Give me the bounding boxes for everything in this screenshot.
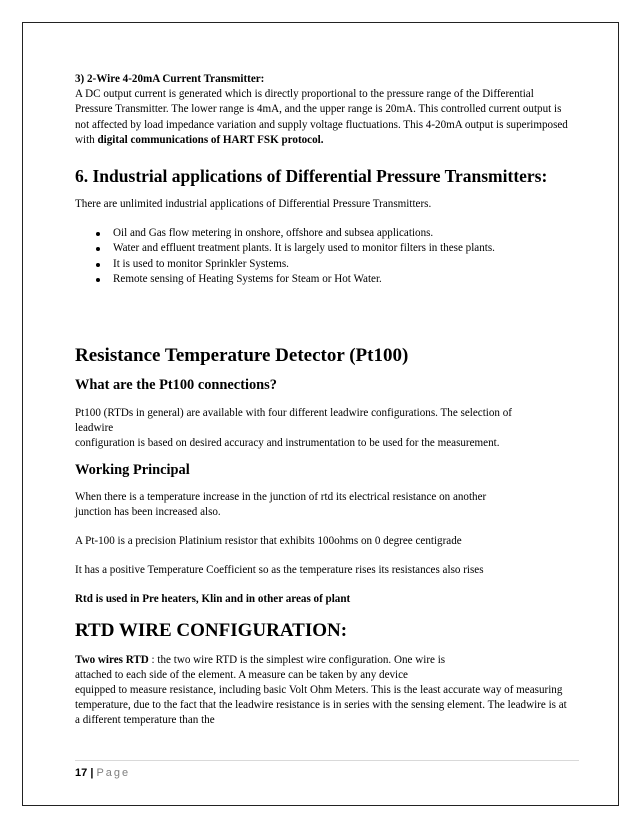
- section-6-intro: There are unlimited industrial applications of Differential Pressure Transmitters.: [75, 198, 432, 211]
- working-line-2: junction has been increased also.: [75, 505, 221, 518]
- section-3-body-bold: digital communications of HART FSK protocol.: [97, 133, 324, 146]
- two-wire-line-3: equipped to measure resistance, including basic Volt Ohm Meters. This is the least accurate way of measuring temperature, due to the fact that the leadwire resistance is in series with the sensing element. The leadwire is at a different temperature than the: [75, 684, 567, 727]
- applications-list: [75, 226, 572, 287]
- connections-line-3: configuration is based on desired accuracy and instrumentation to be used for the measurement.: [75, 437, 500, 450]
- section-6-heading: 6. Industrial applications of Differential Pressure Transmitters:: [75, 166, 548, 187]
- working-heading: Working Principal: [75, 461, 190, 478]
- page-footer: [75, 766, 130, 780]
- coefficient-text: It has a positive Temperature Coefficient so as the temperature rises its resistances also rises: [75, 564, 484, 577]
- page-number: 17: [75, 767, 88, 779]
- connections-line-1: Pt100 (RTDs in general) are available with four different leadwire configurations. The selection of: [75, 407, 512, 420]
- section-3-body: [75, 87, 572, 148]
- section-3-body-text: A DC output current is generated which is directly proportional to the pressure range of the Differential Pressure Transmitter. The lower range is 4mA, and the upper range is 20mA. This controlled current output is not affected by load impedance variation and supply voltage fluctuations. This 4-20mA output is superimposed with: [75, 88, 568, 146]
- page-label: Page: [96, 767, 131, 779]
- pt100-text: A Pt-100 is a precision Platinium resistor that exhibits 100ohms on 0 degree centigrade: [75, 535, 462, 548]
- usage-text: Rtd is used in Pre heaters, Klin and in other areas of plant: [75, 593, 351, 606]
- working-line-1: When there is a temperature increase in the junction of rtd its electrical resistance on another: [75, 490, 487, 503]
- connections-heading: What are the Pt100 connections?: [75, 377, 277, 394]
- two-wire-line-2: attached to each side of the element. A measure can be taken by any device: [75, 668, 408, 681]
- list-item: It is used to monitor Sprinkler Systems.: [113, 257, 572, 272]
- two-wire-text: : the two wire RTD is the simplest wire configuration. One wire is: [148, 653, 446, 666]
- footer-rule: [75, 760, 579, 761]
- two-wire-label: Two wires RTD: [75, 653, 149, 666]
- list-item: Remote sensing of Heating Systems for Steam or Hot Water.: [113, 272, 572, 287]
- page-content: [75, 72, 572, 729]
- section-3-heading: 3) 2-Wire 4-20mA Current Transmitter:: [75, 73, 265, 85]
- connections-line-2: leadwire: [75, 422, 114, 435]
- wire-config-heading: RTD WIRE CONFIGURATION:: [75, 619, 348, 641]
- list-item: Oil and Gas flow metering in onshore, offshore and subsea applications.: [113, 226, 572, 241]
- list-item: Water and effluent treatment plants. It is largely used to monitor filters in these plants.: [113, 241, 572, 256]
- rtd-title: Resistance Temperature Detector (Pt100): [75, 345, 409, 367]
- footer-separator: |: [90, 767, 94, 779]
- two-wire-line-1: [75, 653, 572, 668]
